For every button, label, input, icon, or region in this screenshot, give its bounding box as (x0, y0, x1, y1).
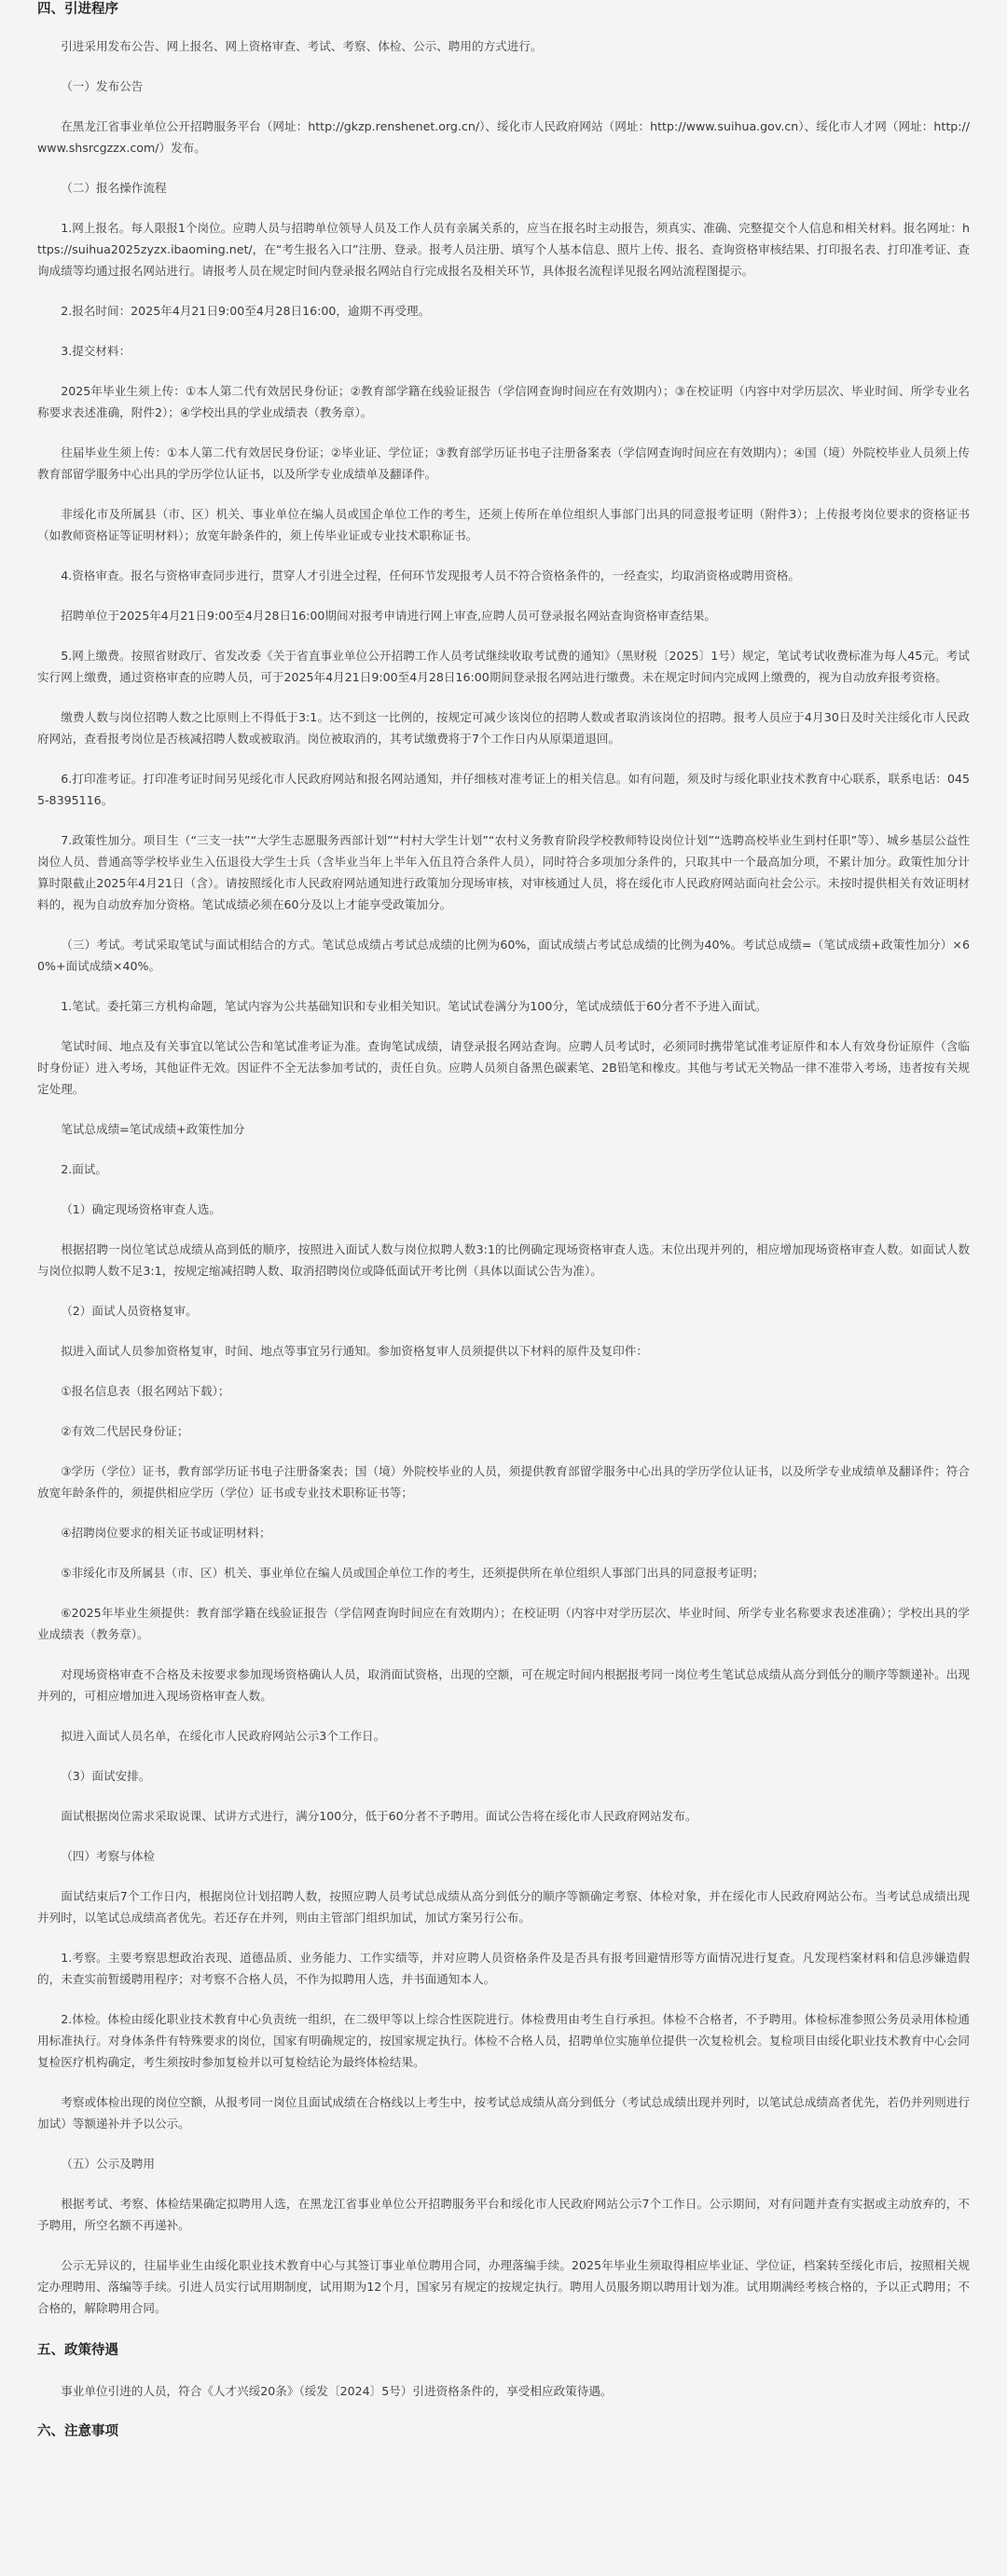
registration-step-1: 1.网上报名。每人限报1个岗位。应聘人员与招聘单位领导人员及工作人员有亲属关系的，应当在报名时主动报告，须真实、准确、完整提交个人信息和相关材料。报名网址：https://suihua2025zyzx.ibaoming.net/，在“考生报名入口”注册、登录。报考人员注册、填写个人基本信息、照片上传、报名、查询资格审核结果、打印报名表、打印准考证、查询成绩等均通过报名网站进行。请报考人员在规定时间内登录报名网站自行完成报名及相关环节，具体报名流程详见报名网站流程图提示。 (37, 221, 970, 278)
interview-step-1-text: 根据招聘一岗位笔试总成绩从高到低的顺序，按照进入面试人数与岗位拟聘人数3:1的比例确定现场资格审查人选。末位出现并列的，相应增加现场资格审查人数。如面试人数与岗位拟聘人数不足3:1，按规定缩减招聘人数、取消招聘岗位或降低面试开考比例（具体以面试公告为准）。 (37, 1242, 970, 1278)
intro-paragraph: 引进采用发布公告、网上报名、网上资格审查、考试、考察、体检、公示、聘用的方式进行。 (61, 39, 543, 53)
materials-other-candidates: 非绥化市及所属县（市、区）机关、事业单位在编人员或国企单位工作的考生，还须上传所在单位组织人事部门出具的同意报考证明（附件3）；上传报考岗位要求的资格证书（如教师资格证等证明材料）；放宽年龄条件的，须上传毕业证或专业技术职称证书。 (37, 507, 970, 542)
inspection-step-2: 2.体检。体检由绥化职业技术教育中心负责统一组织，在二级甲等以上综合性医院进行。体检费用由考生自行承担。体检不合格者，不予聘用。体检标准参照公务员录用体检通用标准执行。对身体条件有特殊要求的岗位，国家有明确规定的，按国家规定执行。体检不合格人员，招聘单位实施单位提供一次复检机会。复检项目由绥化职业技术教育中心会同复检医疗机构确定，考生须按时参加复检并以可复检结论为最终体检结果。 (37, 2012, 970, 2069)
subsection-title-inspection: （四）考察与体检 (61, 1849, 155, 1863)
exam-section-paragraph: （三）考试。考试采取笔试与面试相结合的方式。笔试总成绩占考试总成绩的比例为60%，面试成绩占考试总成绩的比例为40%。考试总成绩=（笔试成绩+政策性加分）×60%+面试成绩×40%。 (37, 938, 970, 973)
section-title-procedure: 四、引进程序 (37, 2, 118, 17)
interview-step-3-text: 面试根据岗位需求采取说课、试讲方式进行，满分100分，低于60分者不予聘用。面试公告将在绥化市人民政府网站发布。 (61, 1809, 697, 1823)
registration-step-7: 7.政策性加分。项目生（“三支一扶”“大学生志愿服务西部计划”“村村大学生计划”“农村义务教育阶段学校教师特设岗位计划”“选聘高校毕业生到村任职”等）、城乡基层公益性岗位人员、普通高等学校毕业生入伍退役大学生士兵（含毕业当年上半年入伍且符合条件人员），同时符合多项加分条件的，只取其中一个最高加分项，不累计加分。政策性加分计算时限截止2025年4月21日（含）。请按照绥化市人民政府网站通知进行政策加分现场审核，对审核通过人员，将在绥化市人民政府网站面向社会公示。未按时提供相关有效证明材料的，视为自动放弃加分资格。笔试成绩必须在60分及以上才能享受政策加分。 (37, 833, 970, 911)
material-item-6: ⑥2025年毕业生须提供：教育部学籍在线验证报告（学信网查询时间应在有效期内）；在校证明（内容中对学历层次、毕业时间、所学专业名称要求表述准确）；学校出具的学业成绩表（教务章）。 (37, 1606, 970, 1641)
subsection-title-registration: （二）报名操作流程 (61, 181, 167, 195)
registration-step-4: 4.资格审查。报名与资格审查同步进行，贯穿人才引进全过程，任何环节发现报考人员不符合资格条件的，一经查实，均取消资格或聘用资格。 (61, 569, 801, 582)
announcement-paragraph: 在黑龙江省事业单位公开招聘服务平台（网址：http://gkzp.renshenet.org.cn/）、绥化市人民政府网站（网址：http://www.suihua.gov.cn）、绥化市人才网（网址：http://www.shsrcgzzx.com/）发布。 (37, 119, 970, 155)
material-item-4: ④招聘岗位要求的相关证书或证明材料； (61, 1526, 271, 1540)
material-item-3: ③学历（学位）证书，教育部学历证书电子注册备案表；国（境）外院校毕业的人员，须提供教育部留学服务中心出具的学历学位认证书，以及所学专业成绩单及翻译件；符合放宽年龄条件的，须提供相应学历（学位）证书或专业技术职称证书等； (37, 1464, 970, 1500)
qualification-review-period: 招聘单位于2025年4月21日9:00至4月28日16:00期间对报考申请进行网上审查,应聘人员可登录报名网站查询资格审查结果。 (61, 609, 717, 623)
registration-step-5: 5.网上缴费。按照省财政厅、省发改委《关于省直事业单位公开招聘工作人员考试继续收取考试费的通知》（黑财税〔2025〕1号）规定，笔试考试收费标准为每人45元。考试实行网上缴费，通过资格审查的应聘人员，可于2025年4月21日9:00至4月28日16:00期间登录报名网站进行缴费。未在规定时间内完成网上缴费的，视为自动放弃报考资格。 (37, 649, 970, 684)
employment-paragraph: 公示无异议的，往届毕业生由绥化职业技术教育中心与其签订事业单位聘用合同，办理落编手续。2025年毕业生须取得相应毕业证、学位证，档案转至绥化市后，按照相关规定办理聘用、落编等手续。引进人员实行试用期制度，试用期为12个月，国家另有规定的按规定执行。聘用人员服务期以聘用计划为准。试用期满经考核合格的，予以正式聘用；不合格的，解除聘用合同。 (37, 2258, 970, 2315)
interview-step-2-text: 拟进入面试人员参加资格复审，时间、地点等事宜另行通知。参加资格复审人员须提供以下材料的原件及复印件： (61, 1344, 648, 1358)
registration-step-6: 6.打印准考证。打印准考证时间另见绥化市人民政府网站和报名网站通知，并仔细核对准考证上的相关信息。如有问题，须及时与绥化职业技术教育中心联系，联系电话：0455-8395116。 (37, 772, 970, 807)
inspection-paragraph: 面试结束后7个工作日内，根据岗位计划招聘人数，按照应聘人员考试总成绩从高分到低分的顺序等额确定考察、体检对象，并在绥化市人民政府网站公布。当考试总成绩出现并列时，以笔试总成绩高者优先。若还存在并列，则由主管部门组织加试，加试方案另行公布。 (37, 1889, 970, 1925)
publicity-paragraph: 根据考试、考察、体检结果确定拟聘用人选，在黑龙江省事业单位公开招聘服务平台和绥化市人民政府网站公示7个工作日。公示期间，对有问题并查有实据或主动放弃的，不予聘用，所空名额不再递补。 (37, 2197, 970, 2232)
subsection-title-announcement: （一）发布公告 (61, 79, 144, 93)
policy-paragraph: 事业单位引进的人员，符合《人才兴绥20条》（绥发〔2024〕5号）引进资格条件的，享受相应政策待遇。 (61, 2384, 613, 2398)
registration-step-3: 3.提交材料： (61, 344, 131, 358)
material-item-2: ②有效二代居民身份证； (61, 1424, 189, 1438)
subsection-title-publicity: （五）公示及聘用 (61, 2157, 155, 2171)
written-exam-paragraph: 1.笔试。委托第三方机构命题，笔试内容为公共基础知识和专业相关知识。笔试试卷满分为100分，笔试成绩低于60分者不予进入面试。 (61, 999, 767, 1013)
inspection-step-1: 1.考察。主要考察思想政治表现、道德品质、业务能力、工作实绩等，并对应聘人员资格条件及是否具有报考回避情形等方面情况进行复查。凡发现档案材料和信息涉嫌造假的，未查实前暂缓聘用程序；对考察不合格人员，不作为拟聘用人选，并书面通知本人。 (37, 1951, 970, 1986)
interview-list-publication: 拟进入面试人员名单，在绥化市人民政府网站公示3个工作日。 (61, 1729, 386, 1743)
interview-step-2-title: （2）面试人员资格复审。 (61, 1304, 198, 1318)
section-title-notes: 六、注意事项 (37, 2424, 118, 2439)
registration-step-2: 2.报名时间：2025年4月21日9:00至4月28日16:00，逾期不再受理。 (61, 304, 431, 318)
vacancy-replacement-paragraph: 考察或体检出现的岗位空额，从报考同一岗位且面试成绩在合格线以上考生中，按考试总成绩从高分到低分（考试总成绩出现并列时，以笔试总成绩高者优先，若仍并列则进行加试）等额递补并予以公示。 (37, 2095, 970, 2131)
written-exam-formula: 笔试总成绩=笔试成绩+政策性加分 (61, 1122, 245, 1136)
interview-step-1-title: （1）确定现场资格审查人选。 (61, 1202, 221, 1216)
payment-ratio-paragraph: 缴费人数与岗位招聘人数之比原则上不得低于3:1。达不到这一比例的，按规定可减少该岗位的招聘人数或者取消该岗位的招聘。报考人员应于4月30日及时关注绥化市人民政府网站，查看报考岗位是否核减招聘人数或被取消。岗位被取消的，其考试缴费将于7个工作日内从原渠道退回。 (37, 710, 970, 746)
interview-heading: 2.面试。 (61, 1162, 107, 1176)
section-title-policy: 五、政策待遇 (37, 2343, 118, 2358)
material-item-5: ⑤非绥化市及所属县（市、区）机关、事业单位在编人员或国企单位工作的考生，还须提供所在单位组织人事部门出具的同意报考证明； (61, 1566, 765, 1580)
materials-2025-graduates: 2025年毕业生须上传：①本人第二代有效居民身份证；②教育部学籍在线验证报告（学信网查询时间应在有效期内）；③在校证明（内容中对学历层次、毕业时间、所学专业名称要求表述准确，附件2）；④学校出具的学业成绩表（教务章）。 (37, 384, 970, 419)
written-exam-rules: 笔试时间、地点及有关事宜以笔试公告和笔试准考证为准。查询笔试成绩，请登录报名网站查询。应聘人员考试时，必须同时携带笔试准考证原件和本人有效身份证原件（含临时身份证）进入考场，其他证件无效。因证件不全无法参加考试的，责任自负。应聘人员须自备黑色碳素笔、2B铅笔和橡皮。其他与考试无关物品一律不准带入考场，违者按有关规定处理。 (37, 1039, 970, 1096)
interview-step-3-title: （3）面试安排。 (61, 1769, 151, 1783)
materials-past-graduates: 往届毕业生须上传：①本人第二代有效居民身份证；②毕业证、学位证；③教育部学历证书电子注册备案表（学信网查询时间应在有效期内）；④国（境）外院校毕业人员须上传教育部留学服务中心出具的学历学位认证书，以及所学专业成绩单及翻译件。 (37, 445, 970, 481)
review-disqualification-paragraph: 对现场资格审查不合格及未按要求参加现场资格确认人员，取消面试资格，出现的空额，可在规定时间内根据报考同一岗位考生笔试总成绩从高分到低分的顺序等额递补。出现并列的，可相应增加进入现场资格审查人数。 (37, 1667, 970, 1703)
material-item-1: ①报名信息表（报名网站下载）； (61, 1384, 230, 1398)
